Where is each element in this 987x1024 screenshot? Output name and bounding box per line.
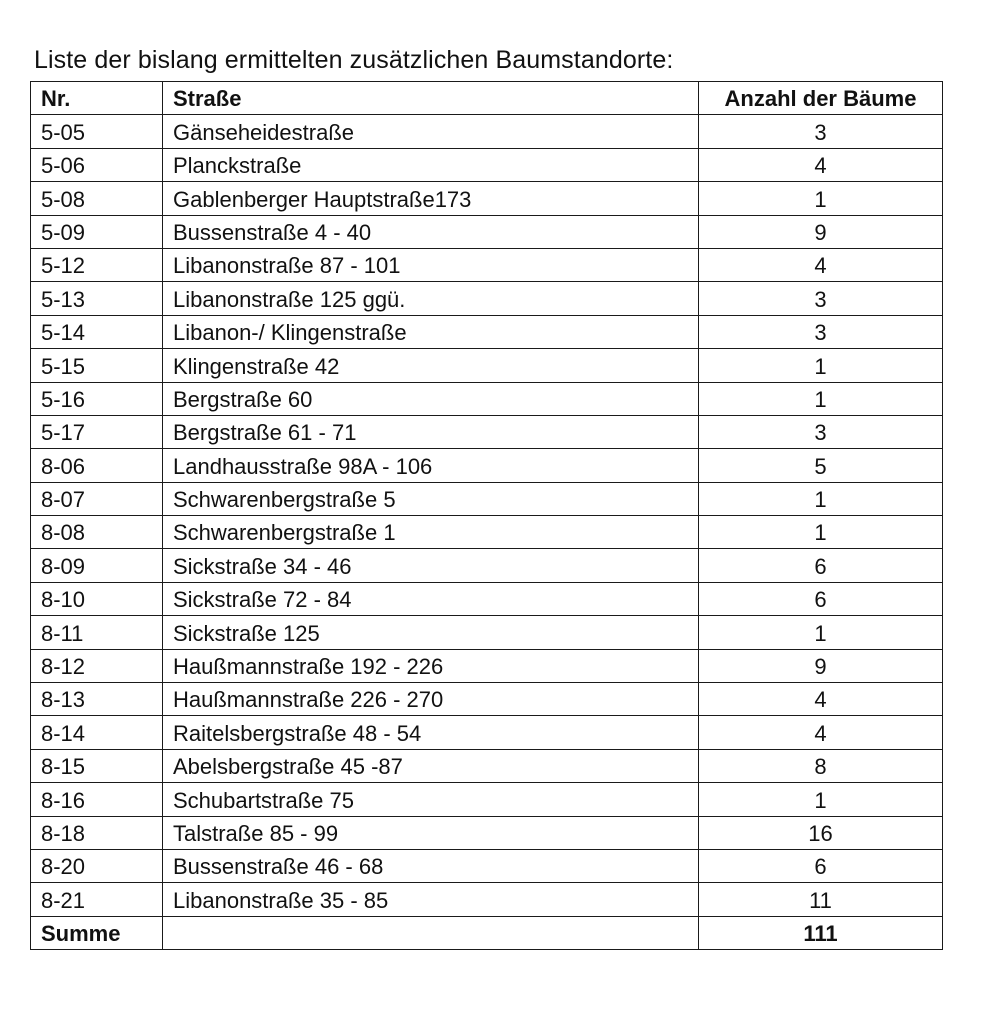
cell-strasse: Gablenberger Hauptstraße173: [163, 182, 699, 215]
cell-nr: 8-14: [31, 716, 163, 749]
cell-nr: 8-06: [31, 449, 163, 482]
cell-anzahl: 5: [699, 449, 943, 482]
table-row: [31, 148, 943, 181]
cell-strasse: Schwarenbergstraße 5: [163, 482, 699, 515]
table-row: [31, 549, 943, 582]
table-row: [31, 382, 943, 415]
cell-nr: 8-15: [31, 749, 163, 782]
cell-anzahl: 1: [699, 516, 943, 549]
tree-locations-table: [30, 81, 943, 950]
summary-label: Summe: [31, 916, 163, 949]
cell-anzahl: 3: [699, 115, 943, 148]
cell-anzahl: 4: [699, 716, 943, 749]
cell-nr: 5-15: [31, 349, 163, 382]
cell-nr: 5-17: [31, 415, 163, 448]
cell-nr: 5-05: [31, 115, 163, 148]
cell-nr: 5-06: [31, 148, 163, 181]
cell-anzahl: 4: [699, 683, 943, 716]
cell-strasse: Sickstraße 34 - 46: [163, 549, 699, 582]
table-row: [31, 182, 943, 215]
table-row: [31, 516, 943, 549]
table-row: [31, 616, 943, 649]
cell-anzahl: 11: [699, 883, 943, 916]
table-row: [31, 883, 943, 916]
table-row: [31, 783, 943, 816]
cell-anzahl: 8: [699, 749, 943, 782]
cell-nr: 5-13: [31, 282, 163, 315]
cell-nr: 8-16: [31, 783, 163, 816]
cell-anzahl: 1: [699, 382, 943, 415]
cell-nr: 8-12: [31, 649, 163, 682]
table-row: [31, 215, 943, 248]
cell-anzahl: 6: [699, 582, 943, 615]
cell-anzahl: 1: [699, 482, 943, 515]
cell-anzahl: 3: [699, 315, 943, 348]
cell-nr: 8-09: [31, 549, 163, 582]
cell-anzahl: 16: [699, 816, 943, 849]
document-title: Liste der bislang ermittelten zusätzlichen Baumstandorte:: [34, 46, 674, 74]
table-row: [31, 248, 943, 281]
cell-strasse: Libanonstraße 87 - 101: [163, 248, 699, 281]
cell-strasse: Schubartstraße 75: [163, 783, 699, 816]
cell-strasse: Talstraße 85 - 99: [163, 816, 699, 849]
table-row: [31, 349, 943, 382]
cell-anzahl: 1: [699, 783, 943, 816]
cell-nr: 8-08: [31, 516, 163, 549]
cell-anzahl: 6: [699, 849, 943, 882]
cell-nr: 8-11: [31, 616, 163, 649]
cell-anzahl: 1: [699, 182, 943, 215]
cell-strasse: Bergstraße 61 - 71: [163, 415, 699, 448]
cell-strasse: Bussenstraße 4 - 40: [163, 215, 699, 248]
cell-anzahl: 6: [699, 549, 943, 582]
table-row: [31, 482, 943, 515]
summary-strasse: [163, 916, 699, 949]
cell-nr: 8-07: [31, 482, 163, 515]
cell-anzahl: 9: [699, 215, 943, 248]
cell-strasse: Bergstraße 60: [163, 382, 699, 415]
table-row: [31, 582, 943, 615]
header-strasse: Straße: [163, 82, 699, 115]
cell-anzahl: 1: [699, 616, 943, 649]
table-row: [31, 115, 943, 148]
table-body: [31, 115, 943, 916]
cell-nr: 8-13: [31, 683, 163, 716]
cell-anzahl: 3: [699, 282, 943, 315]
table-row: [31, 282, 943, 315]
cell-nr: 5-09: [31, 215, 163, 248]
cell-nr: 8-20: [31, 849, 163, 882]
table-row: [31, 816, 943, 849]
cell-nr: 5-16: [31, 382, 163, 415]
cell-strasse: Schwarenbergstraße 1: [163, 516, 699, 549]
cell-strasse: Klingenstraße 42: [163, 349, 699, 382]
cell-strasse: Libanonstraße 35 - 85: [163, 883, 699, 916]
cell-anzahl: 4: [699, 148, 943, 181]
summary-total: 111: [699, 916, 943, 949]
cell-nr: 5-12: [31, 248, 163, 281]
cell-anzahl: 3: [699, 415, 943, 448]
cell-anzahl: 1: [699, 349, 943, 382]
cell-nr: 8-18: [31, 816, 163, 849]
cell-strasse: Gänseheidestraße: [163, 115, 699, 148]
table-row: [31, 716, 943, 749]
table-row: [31, 649, 943, 682]
cell-strasse: Libanon-/ Klingenstraße: [163, 315, 699, 348]
table-row: [31, 315, 943, 348]
cell-strasse: Sickstraße 125: [163, 616, 699, 649]
cell-strasse: Libanonstraße 125 ggü.: [163, 282, 699, 315]
summary-row: [31, 916, 943, 949]
cell-strasse: Planckstraße: [163, 148, 699, 181]
cell-strasse: Abelsbergstraße 45 -87: [163, 749, 699, 782]
table-row: [31, 849, 943, 882]
cell-strasse: Landhausstraße 98A - 106: [163, 449, 699, 482]
cell-nr: 8-10: [31, 582, 163, 615]
cell-anzahl: 9: [699, 649, 943, 682]
cell-strasse: Haußmannstraße 192 - 226: [163, 649, 699, 682]
cell-strasse: Bussenstraße 46 - 68: [163, 849, 699, 882]
table-row: [31, 449, 943, 482]
table-row: [31, 415, 943, 448]
table-row: [31, 683, 943, 716]
header-anzahl: Anzahl der Bäume: [699, 82, 943, 115]
cell-strasse: Sickstraße 72 - 84: [163, 582, 699, 615]
header-nr: Nr.: [31, 82, 163, 115]
table-row: [31, 749, 943, 782]
cell-nr: 8-21: [31, 883, 163, 916]
table-header-row: [31, 82, 943, 115]
cell-strasse: Haußmannstraße 226 - 270: [163, 683, 699, 716]
cell-nr: 5-14: [31, 315, 163, 348]
cell-strasse: Raitelsbergstraße 48 - 54: [163, 716, 699, 749]
cell-anzahl: 4: [699, 248, 943, 281]
cell-nr: 5-08: [31, 182, 163, 215]
